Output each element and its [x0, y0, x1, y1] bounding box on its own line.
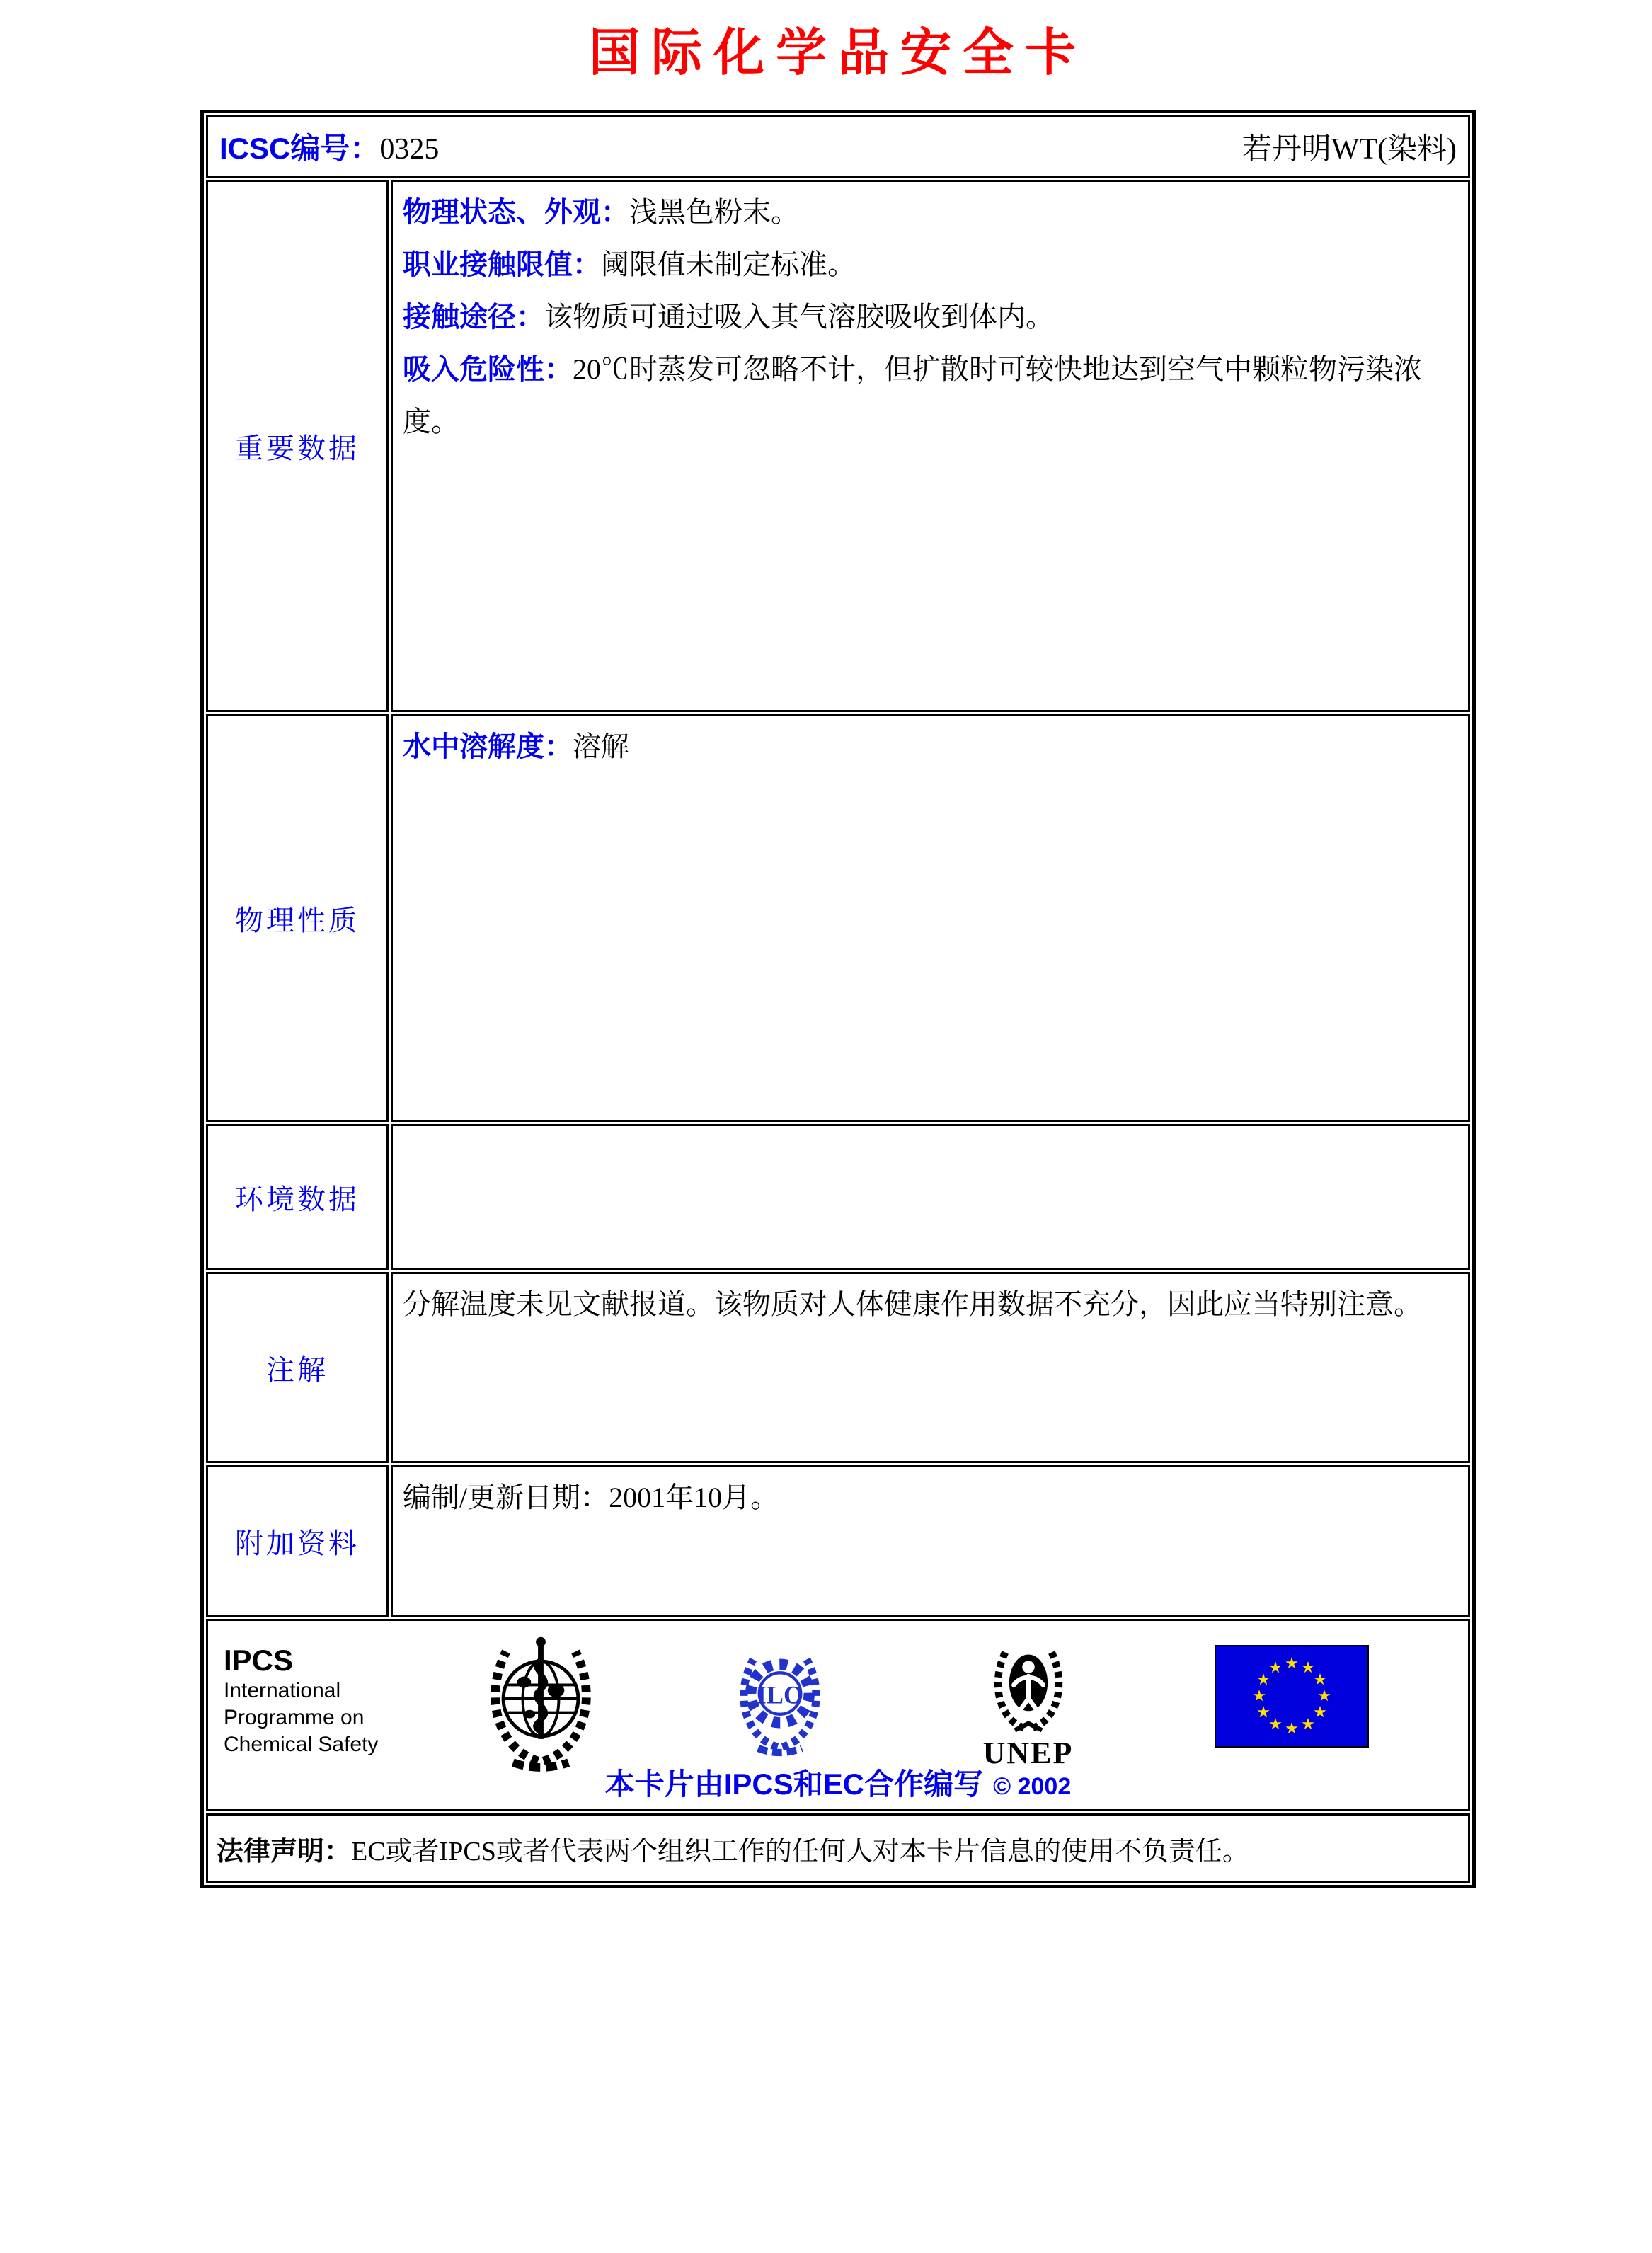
- field-value: 分解温度未见文献报道。该物质对人体健康作用数据不充分，因此应当特别注意。: [403, 1288, 1422, 1320]
- field-value: 该物质可通过吸入其气溶胶吸收到体内。: [544, 301, 1054, 333]
- section-label-important-data: 重要数据: [206, 180, 389, 712]
- legal-cell: [206, 1813, 1470, 1883]
- ipcs-title: IPCS: [224, 1644, 294, 1677]
- field-key: 接触途径：: [403, 302, 544, 333]
- credit-text: 本卡片由IPCS和EC合作编写: [604, 1767, 984, 1801]
- section-content-environmental-data: [391, 1124, 1470, 1270]
- copyright: © 2002: [993, 1773, 1072, 1800]
- legal-text: EC或者IPCS或者代表两个组织工作的任何人对本卡片信息的使用不负责任。: [351, 1836, 1249, 1867]
- section-label-additional-info: 附加资料: [206, 1465, 389, 1617]
- field-line: [403, 186, 1458, 239]
- ipcs-subtitle-line-1: International: [224, 1679, 341, 1702]
- section-row-environmental-data: [206, 1124, 1470, 1270]
- icsc-number-label: ICSC编号：: [219, 132, 380, 165]
- unep-block: [963, 1631, 1094, 1771]
- credit-line: [208, 1761, 1468, 1804]
- who-logo-icon: [471, 1627, 610, 1772]
- section-row-important-data: [206, 180, 1470, 712]
- footer-cell: [206, 1619, 1470, 1811]
- header-cell: [206, 115, 1470, 178]
- section-content-physical-properties: [391, 714, 1470, 1122]
- field-line: [403, 1278, 1458, 1331]
- section-content-notes: [391, 1272, 1470, 1463]
- legal-row: [206, 1813, 1470, 1883]
- field-line: [403, 239, 1458, 291]
- chemical-name: 若丹明WT(染料): [1241, 133, 1457, 166]
- field-line: [403, 291, 1458, 343]
- page-title: 国际化学品安全卡: [588, 25, 1087, 81]
- section-content-additional-info: [391, 1465, 1470, 1617]
- footer-row: [206, 1619, 1470, 1811]
- section-label-environmental-data: 环境数据: [206, 1124, 389, 1270]
- ilo-logo-label: ILO: [756, 1680, 804, 1709]
- field-line: [403, 1472, 1458, 1524]
- field-value: 编制/更新日期：2001年10月。: [403, 1481, 779, 1513]
- section-label-physical-properties: 物理性质: [206, 714, 389, 1122]
- field-line: [403, 343, 1458, 448]
- icsc-card: [200, 110, 1476, 1888]
- unep-logo-label: UNEP: [982, 1736, 1074, 1770]
- ipcs-subtitle-line-2: Programme on: [224, 1706, 365, 1729]
- section-row-additional-info: [206, 1465, 1470, 1617]
- eu-flag-icon: [1215, 1645, 1369, 1748]
- section-row-notes: [206, 1272, 1470, 1463]
- field-value: 溶解: [573, 730, 629, 762]
- field-line: [403, 721, 1458, 773]
- field-value: 阈限值未制定标准。: [601, 248, 856, 280]
- field-key: 职业接触限值：: [403, 249, 601, 280]
- field-key: 物理状态、外观：: [403, 197, 629, 228]
- section-label-notes: 注解: [206, 1272, 389, 1463]
- icsc-number-value: 0325: [379, 133, 440, 166]
- header-row: [206, 115, 1470, 178]
- field-value: 20℃时蒸发可忽略不计，但扩散时可较快地达到空气中颗粒物污染浓度。: [403, 353, 1422, 437]
- unep-logo-icon: [972, 1631, 1085, 1737]
- legal-label: 法律声明：: [217, 1836, 352, 1867]
- ipcs-subtitle-line-3: Chemical Safety: [224, 1733, 379, 1756]
- field-key: 水中溶解度：: [403, 731, 573, 762]
- field-key: 吸入危险性：: [403, 354, 573, 385]
- section-content-important-data: [391, 180, 1470, 712]
- section-row-physical-properties: [206, 714, 1470, 1122]
- icsc-number-group: [219, 125, 439, 168]
- ilo-logo-icon: [719, 1635, 841, 1757]
- ipcs-block: [224, 1644, 378, 1758]
- field-value: 浅黑色粉末。: [629, 196, 799, 228]
